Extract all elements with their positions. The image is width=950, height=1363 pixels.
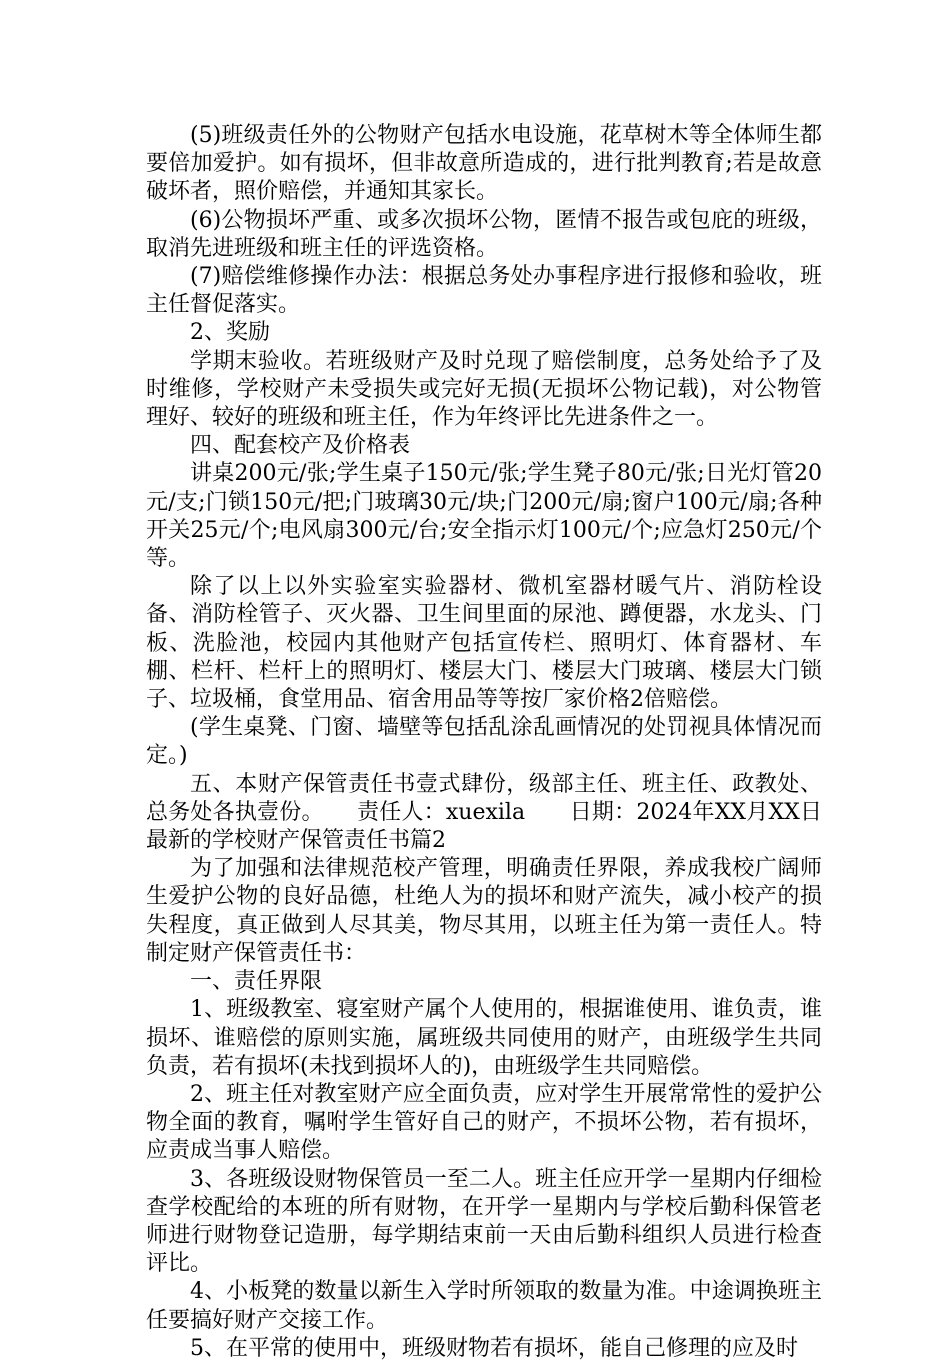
paragraph-13: 1、班级教室、寝室财产属个人使用的，根据谁使用、谁负责，谁损坏、谁赔偿的原则实施，属班级共同使用的财产，由班级学生共同负责，若有损坏(未找到损坏人的)，由班级学生共同赔偿。 [146, 997, 822, 1079]
section-heading-price-table: 四、配套校产及价格表 [190, 433, 411, 459]
paragraph-14: 2、班主任对教室财产应全面负责，应对学生开展常常性的爱护公物全面的教育，嘱咐学生管好自己的财产，不损坏公物，若有损坏，应责成当事人赔偿。 [146, 1081, 822, 1164]
paragraph-3: (7)赔偿维修操作办法：根据总务处办事程序进行报修和验收，班主任督促落实。 [146, 264, 822, 318]
paragraph-1: (5)班级责任外的公物财产包括水电设施，花草树木等全体师生都要倍加爱护。如有损坏，但非故意所造成的，进行批判教育;若是故意破坏者，照价赔偿，并通知其家长。 [146, 123, 822, 205]
paragraph-8: 除了以上以外实验室实验器材、微机室器材暖气片、消防栓设备、消防栓管子、灭火器、卫生间里面的尿池、蹲便器，水龙头、门板、洗脸池，校园内其他财产包括宣传栏、照明灯、体育器材、车棚、栏杆、栏杆上的照明灯、楼层大门、楼层大门玻璃、楼层大门锁子、垃圾桶，食堂用品、宿舍用品等等按厂家价格2倍赔偿。 [146, 574, 822, 713]
paragraph-15: 3、各班级设财物保管员一至二人。班主任应开学一星期内仔细检查学校配给的本班的所有财物，在开学一星期内与学校后勤科保管老师进行财物登记造册，每学期结束前一天由后勤科组织人员进行检查评比。 [146, 1166, 822, 1277]
paragraph-5: 学期末验收。若班级财产及时兑现了赔偿制度，总务处给予了及时维修，学校财产未受损失或完好无损(无损坏公物记载)，对公物管理好、较好的班级和班主任，作为年终评比先进条件之一。 [146, 348, 822, 431]
section-heading-reward: 2、奖励 [190, 320, 270, 346]
paragraph-17: 5、在平常的使用中，班级财物若有损坏，能自己修理的应及时 [190, 1335, 798, 1361]
paragraph-11: 为了加强和法律规范校产管理，明确责任界限，养成我校广阔师生爱护公物的良好品德，杜绝人为的损坏和财产流失，减小校产的损失程度，真正做到人尽其美，物尽其用，以班主任为第一责任人。特制定财产保管责任书： [146, 856, 822, 966]
paragraph-2: (6)公物损坏严重、或多次损坏公物，匿情不报告或包庇的班级，取消先进班级和班主任的评选资格。 [146, 207, 822, 261]
paragraph-9: (学生桌凳、门窗、墙壁等包括乱涂乱画情况的处罚视具体情况而定。) [146, 715, 822, 769]
paragraph-16: 4、小板凳的数量以新生入学时所领取的数量为准。中途调换班主任要搞好财产交接工作。 [146, 1279, 822, 1333]
paragraph-signature: 五、本财产保管责任书壹式肆份，级部主任、班主任、政教处、总务处各执壹份。 责任人：xuexila 日期：2024年XX月XX日 最新的学校财产保管责任书篇2 [146, 771, 867, 854]
document-body [146, 122, 867, 1363]
section-heading-responsibility: 一、责任界限 [190, 969, 323, 995]
paragraph-price-list: 讲桌200元/张;学生桌子150元/张;学生凳子80元/张;日光灯管20元/支;门锁150元/把;门玻璃30元/块;门200元/扇;窗户100元/扇;各种开关25元/个;电风扇300元/台;安全指示灯100元/个;应急灯250元/个等。 [146, 461, 822, 572]
